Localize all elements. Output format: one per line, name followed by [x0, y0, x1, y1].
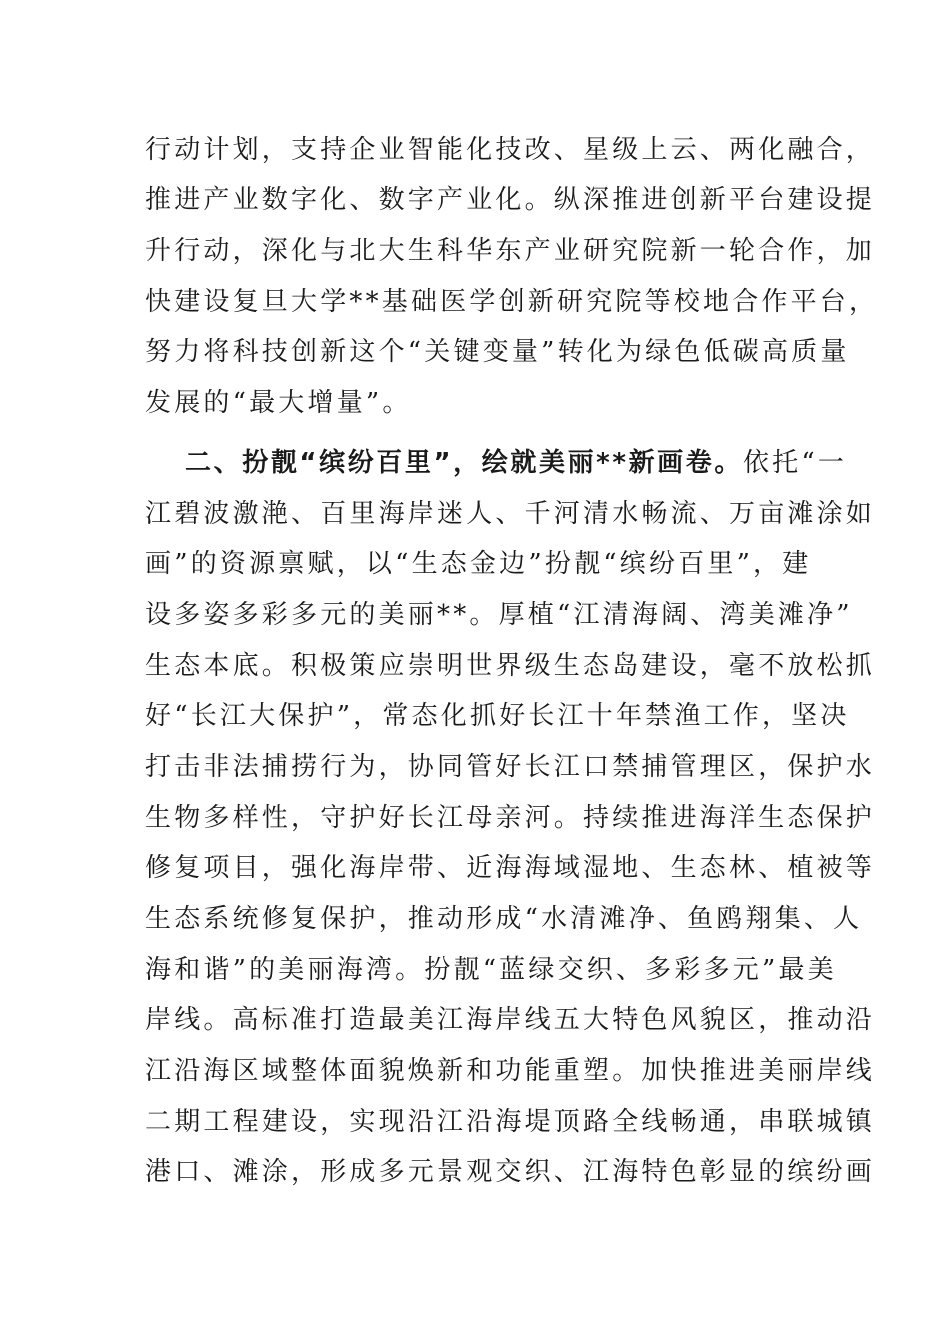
body-text-line: 好“长江大保护”，常态化抓好长江十年禁渔工作，坚决 — [145, 701, 850, 731]
body-text-line: 二期工程建设，实现沿江沿海堤顶路全线畅通，串联城镇 — [145, 1107, 876, 1137]
body-text-line: 发展的“最大增量”。 — [145, 388, 412, 418]
section-first-line-text: 依托“一 — [742, 448, 848, 478]
body-text-line: 升行动，深化与北大生科华东产业研究院新一轮合作，加 — [145, 236, 876, 266]
body-text-line: 行动计划，支持企业智能化技改、星级上云、两化融合， — [145, 135, 876, 165]
section-heading-line — [185, 445, 848, 481]
body-text-line: 推进产业数字化、数字产业化。纵深推进创新平台建设提 — [145, 185, 876, 215]
body-text-line: 修复项目，强化海岸带、近海海域湿地、生态林、植被等 — [145, 853, 876, 883]
body-text-line: 岸线。高标准打造最美江海岸线五大特色风貌区，推动沿 — [145, 1005, 876, 1035]
body-text-line: 快建设复旦大学**基础医学创新研究院等校地合作平台， — [145, 287, 879, 317]
body-text-line: 努力将科技创新这个“关键变量”转化为绿色低碳高质量 — [145, 337, 850, 367]
body-text-line: 江碧波激滟、百里海岸迷人、千河清水畅流、万亩滩涂如 — [145, 499, 876, 529]
section-heading: 二、扮靓“缤纷百里”，绘就美丽**新画卷。 — [185, 448, 743, 478]
body-text-line: 设多姿多彩多元的美丽**。厚植“江清海阔、湾美滩净” — [145, 600, 853, 630]
body-text-line: 海和谐”的美丽海湾。扮靓“蓝绿交织、多彩多元”最美 — [145, 955, 837, 985]
body-text-line: 江沿海区域整体面貌焕新和功能重塑。加快推进美丽岸线 — [145, 1056, 876, 1086]
body-text-line: 生物多样性，守护好长江母亲河。持续推进海洋生态保护 — [145, 803, 876, 833]
body-text-line: 打击非法捕捞行为，协同管好长江口禁捕管理区，保护水 — [145, 752, 876, 782]
body-text-line: 生态本底。积极策应崇明世界级生态岛建设，毫不放松抓 — [145, 651, 876, 681]
body-text-line: 画”的资源禀赋，以“生态金边”扮靓“缤纷百里”，建 — [145, 549, 812, 579]
body-text-line: 港口、滩涂，形成多元景观交织、江海特色彰显的缤纷画 — [145, 1157, 876, 1187]
body-text-line: 生态系统修复保护，推动形成“水清滩净、鱼鸥翔集、人 — [145, 904, 863, 934]
